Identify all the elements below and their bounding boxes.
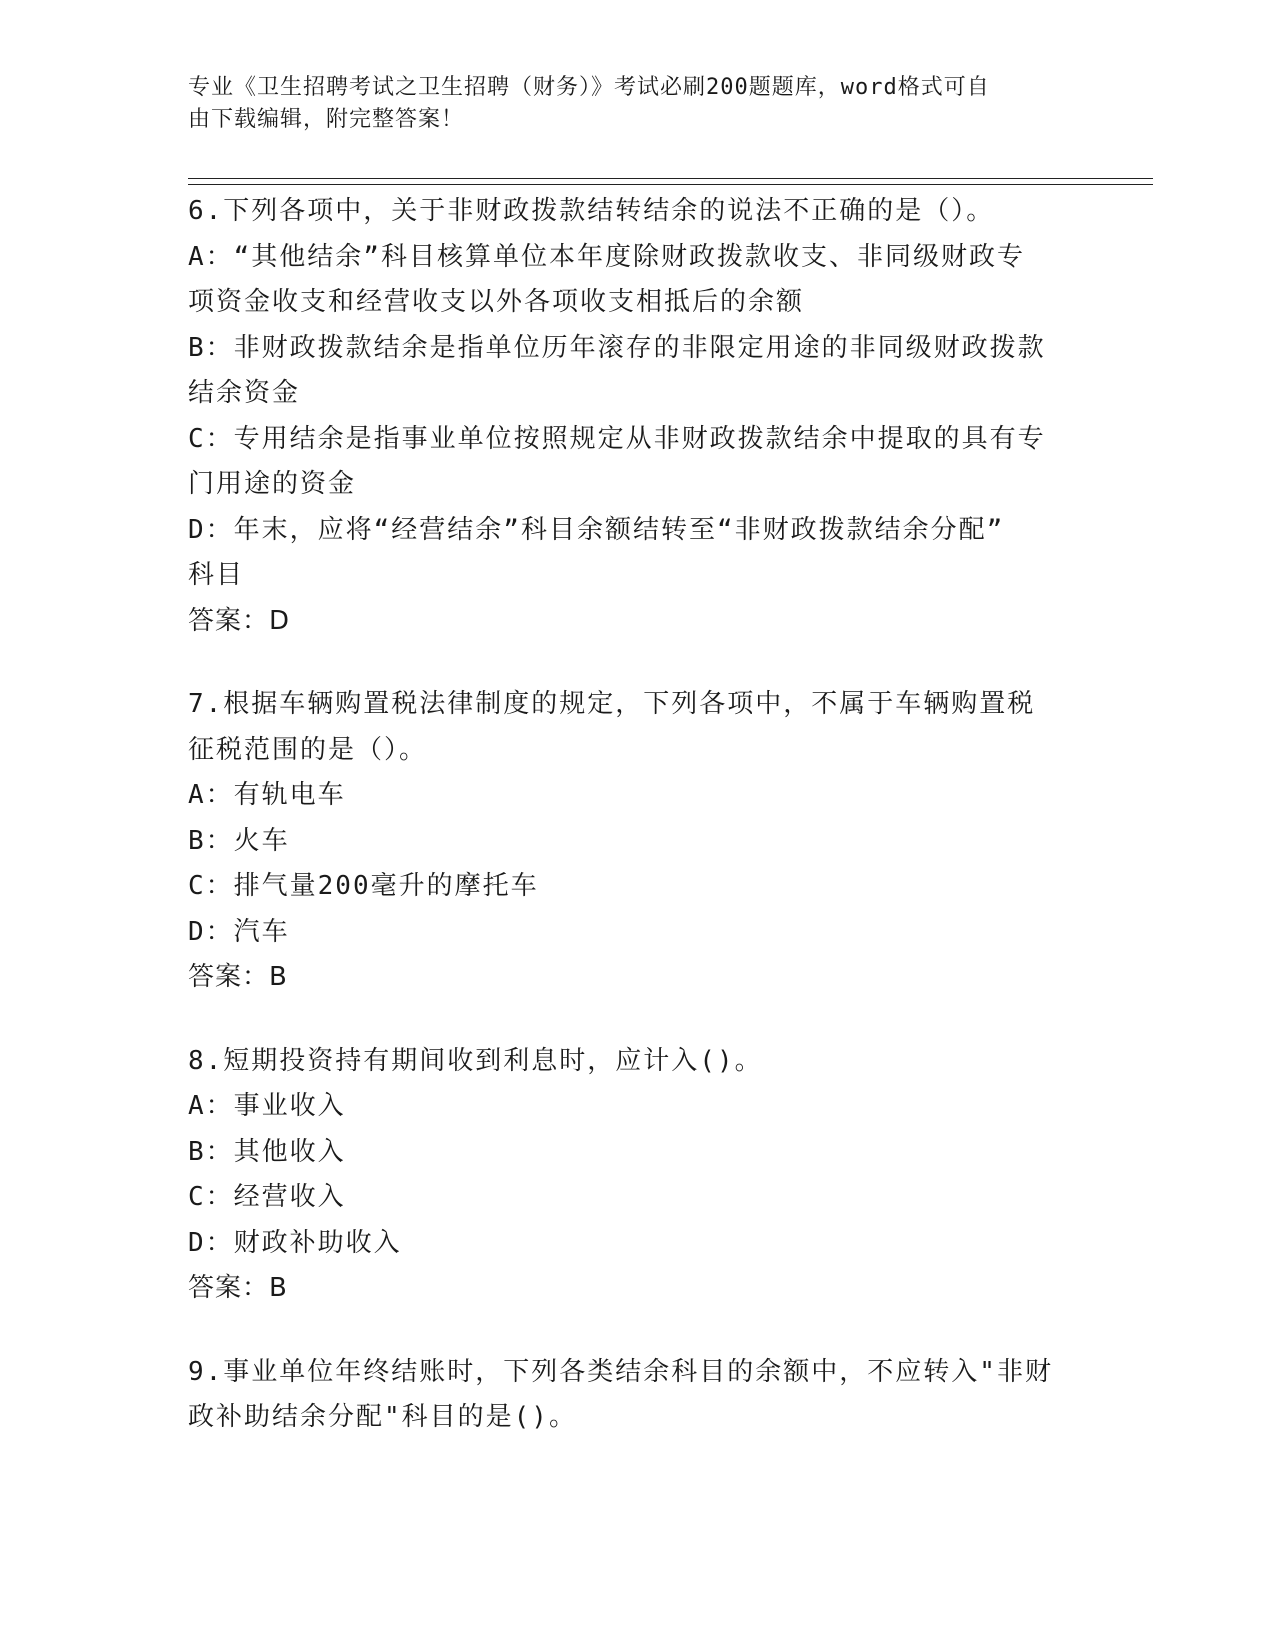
question-stem-line: 8.短期投资持有期间收到利息时，应计入()。: [188, 1045, 763, 1076]
option-line: 结余资金: [188, 378, 301, 408]
answer-line: 答案：B: [188, 962, 288, 992]
question-stem-line: 9.事业单位年终结账时，下列各类结余科目的余额中，不应转入"非财: [188, 1356, 1053, 1387]
option-line: 门用途的资金: [188, 469, 357, 499]
option-line: B：其他收入: [188, 1136, 346, 1167]
option-line: A：事业收入: [188, 1091, 346, 1121]
header-line-1: 专业《卫生招聘考试之卫生招聘（财务）》考试必刷200题题库，word格式可自: [188, 75, 990, 100]
option-line: C：经营收入: [188, 1182, 346, 1212]
document-header: [188, 72, 1068, 136]
option-line: A：有轨电车: [188, 780, 346, 810]
option-line: D：汽车: [188, 916, 290, 947]
option-line: B：非财政拨款结余是指单位历年滚存的非限定用途的非同级财政拨款: [188, 332, 1046, 363]
question-item: [188, 1350, 1088, 1441]
question-stem-line: 政补助结余分配"科目的是()。: [188, 1402, 577, 1432]
option-line: B：火车: [188, 825, 290, 856]
question-stem-line: 征税范围的是（）。: [188, 734, 428, 765]
option-line: 项资金收支和经营收支以外各项收支相抵后的余额: [188, 287, 805, 317]
answer-line: 答案：D: [188, 605, 291, 636]
option-line: C：排气量200毫升的摩托车: [188, 871, 539, 901]
option-line: 科目: [188, 560, 245, 590]
option-line: A：“其他结余”科目核算单位本年度除财政拨款收支、非同级财政专: [188, 241, 1025, 272]
question-item: [188, 682, 1088, 1001]
header-line-2: 由下载编辑，附完整答案！: [188, 107, 465, 132]
question-item: [188, 1039, 1088, 1312]
header-divider: [188, 178, 1153, 185]
question-list: [188, 189, 1088, 1479]
question-stem-line: 7.根据车辆购置税法律制度的规定，下列各项中，不属于车辆购置税: [188, 689, 1036, 719]
answer-line: 答案：B: [188, 1273, 288, 1303]
question-item: [188, 189, 1088, 644]
option-line: C：专用结余是指事业单位按照规定从非财政拨款结余中提取的具有专: [188, 423, 1046, 454]
question-stem-line: 6.下列各项中，关于非财政拨款结转结余的说法不正确的是（）。: [188, 196, 995, 226]
option-line: D：财政补助收入: [188, 1227, 402, 1258]
option-line: D：年末，应将“经营结余”科目余额结转至“非财政拨款结余分配”: [188, 514, 1005, 545]
